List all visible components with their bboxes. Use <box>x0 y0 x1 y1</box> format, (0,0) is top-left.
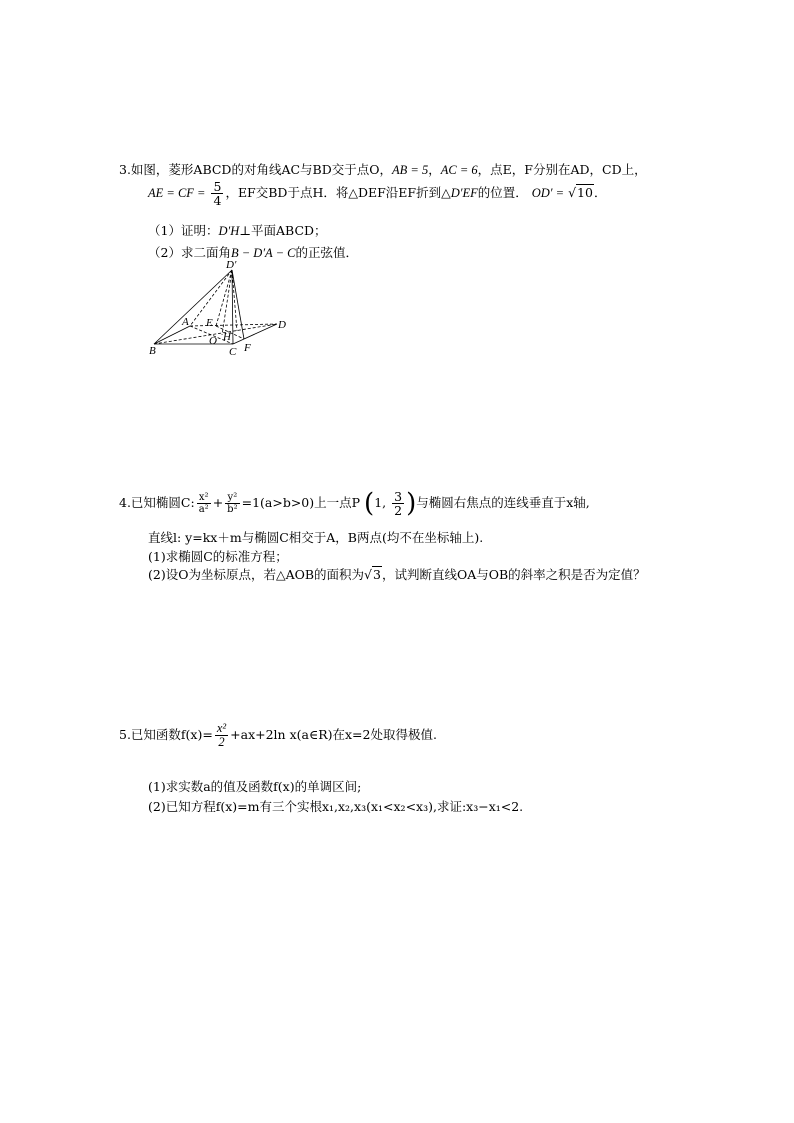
label-dp: D′ <box>226 259 237 271</box>
problem-3-question-2: （2）求二面角B − D′A − C的正弦值． <box>148 245 358 260</box>
problem-5-question-1: (1)求实数a的值及函数f(x)的单调区间; <box>148 779 362 794</box>
label-o: O <box>209 335 217 347</box>
sqrt-3: √3 <box>364 567 381 582</box>
problem-5-line-1: 5.已知函数f(x)= $\frac{\text{x²}}{2}$ +ax+2ln x(a∈R)在x=2处取得极值. <box>119 721 437 749</box>
fraction-x2-2: $\frac{\text{x²}}{2}$ <box>216 721 227 749</box>
label-h: H <box>223 331 231 343</box>
problem-4-question-1: (1)求椭圆C的标准方程； <box>148 549 288 564</box>
label-f: F <box>244 342 251 354</box>
math-triangle-def: △D′EF <box>441 186 478 200</box>
problem-5-question-2: (2)已知方程f(x)=m有三个实根x₁,x₂,x₃(x₁<x₂<x₃),求证:x₃−x₁<2. <box>148 799 524 814</box>
edge-b-a <box>154 326 190 344</box>
math-dh: D′H <box>218 224 240 238</box>
math-od: OD′ = <box>531 186 565 200</box>
label-d: D <box>278 319 286 331</box>
problem-4-line-1: 4.已知椭圆C: $\frac{\text{x²}}{\text{a²}}$ + $\frac{\text{y²}}{\text{b²}}$ =1(a>b>0)上一点P (1, $\frac{3}{2}$ )与椭圆右焦点的连线垂直于x轴, <box>119 488 590 519</box>
edge-a-d <box>190 324 277 326</box>
fraction-x2-a2: $\frac{\text{x²}}{\text{a²}}$ <box>198 492 209 515</box>
math-ab: AB = 5 <box>392 163 429 177</box>
edge-dp-f <box>232 270 244 339</box>
problem-4-question-2: (2)设O为坐标原点，若△AOB的面积为√3，试判断直线OA与OB的斜率之积是否为定值？ <box>148 567 646 582</box>
fraction-3-2: $\frac{3}{2}$ <box>394 489 403 518</box>
math-ae-cf: AE = CF = <box>148 186 206 200</box>
sqrt-10: √10 <box>568 185 593 200</box>
label-e: E <box>206 317 213 329</box>
label-b: B <box>149 345 156 357</box>
fraction-y2-b2: $\frac{\text{y²}}{\text{b²}}$ <box>227 492 238 515</box>
label-c: C <box>229 346 237 358</box>
edge-dp-e <box>216 270 232 326</box>
edge-f-d <box>244 324 277 339</box>
math-dihedral: B − D′A − C <box>230 246 296 260</box>
fraction-5-4: $\frac{5}{4}$ <box>213 179 222 208</box>
edge-c-f <box>233 339 244 344</box>
label-a: A <box>182 316 189 328</box>
problem-3-line-1: 3.如图，菱形ABCD的对角线AC与BD交于点O，AB = 5，AC = 6，点E，F分别在AD，CD上， <box>119 162 647 177</box>
math-ac: AC = 6 <box>440 163 478 177</box>
problem-3-line-2: AE = CF = $\frac{5}{4}$ ，EF交BD于点H．将△DEF沿EF折到△D′EF的位置． OD′ = √10． <box>148 179 607 208</box>
pyramid-figure <box>140 258 300 362</box>
problem-4-line-2: 直线l: y=kx＋m与椭圆C相交于A，B两点(均不在坐标轴上). <box>148 530 484 545</box>
problem-3-question-1: （1）证明：D′H⊥平面ABCD； <box>148 223 327 238</box>
